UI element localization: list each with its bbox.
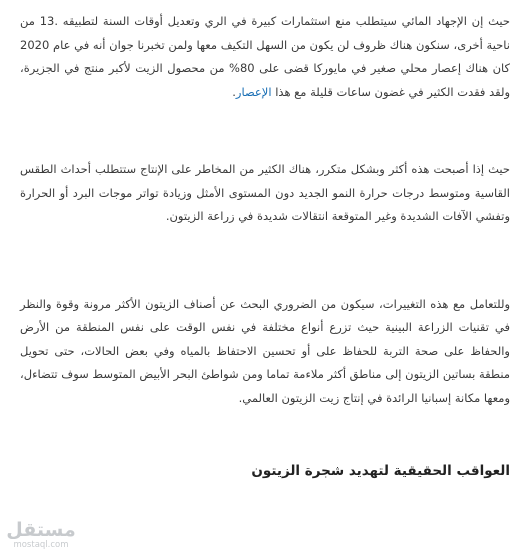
paragraph-water-stress xyxy=(20,10,510,104)
paragraph-1-end: . xyxy=(232,84,236,99)
mostaql-watermark-logo xyxy=(6,520,76,550)
paragraph-production-risks: حيث إذا أصبحت هذه أكثر وبشكل متكرر، هناك الكثير من المخاطر على الإنتاج ستتطلب أحداث الطقس القاسية ومتوسط درجات حرارة النمو الجديد دون المستوى الأمثل وزيادة تواتر موجات البرد أو الحرارة وتفشي الآفات الشديدة وغير المتوقعة انتقالات شديدة في زراعة الزيتون. xyxy=(20,162,510,223)
section-heading: العواقب الحقيقية لتهديد شجرة الزيتون xyxy=(251,463,510,479)
paragraph-adaptation: وللتعامل مع هذه التغييرات، سيكون من الضروري البحث عن أصناف الزيتون الأكثر مرونة وقوة والنظر في تقنيات الزراعة البينية حيث تزرع أنواع مختلفة في نفس الوقت على نفس المنطقة من الأرض والحفاظ على صحة التربة للحفاظ على أو تحسين الاحتفاظ بالمياه وفي بعض الحالات، حتى تحويل منطقة بساتين الزيتون إلى مناطق أكثر ملاءمة تماما ومن شواطئ البحر الأبيض المتوسط سوف تتضاءل، ومعها مكانة إسبانيا الرائدة في إنتاج زيت الزيتون العالمي. xyxy=(20,296,510,405)
paragraph-1-text: حيث إن الإجهاد المائي سيتطلب منع استثمارات كبيرة في الري وتعديل أوقات السنة لتطبيقه .13 من ناحية أخرى، سنكون هناك ظروف لن يكون من السهل التكيف معها ولمن تخبرنا جوان أنه في عام 2020 كان هناك إعصار محلي صغير في مايوركا قضى على 80% من محصول الزيت لأكبر منتج في الجزيرة، ولقد فقدت الكثير في غضون ساعات قليلة مع هذا xyxy=(20,14,510,99)
hurricane-link[interactable]: الإعصار xyxy=(235,84,272,99)
watermark-latin: mostaql.com xyxy=(13,540,69,550)
watermark-arabic: مستقل xyxy=(6,519,76,541)
article-body xyxy=(20,10,510,482)
